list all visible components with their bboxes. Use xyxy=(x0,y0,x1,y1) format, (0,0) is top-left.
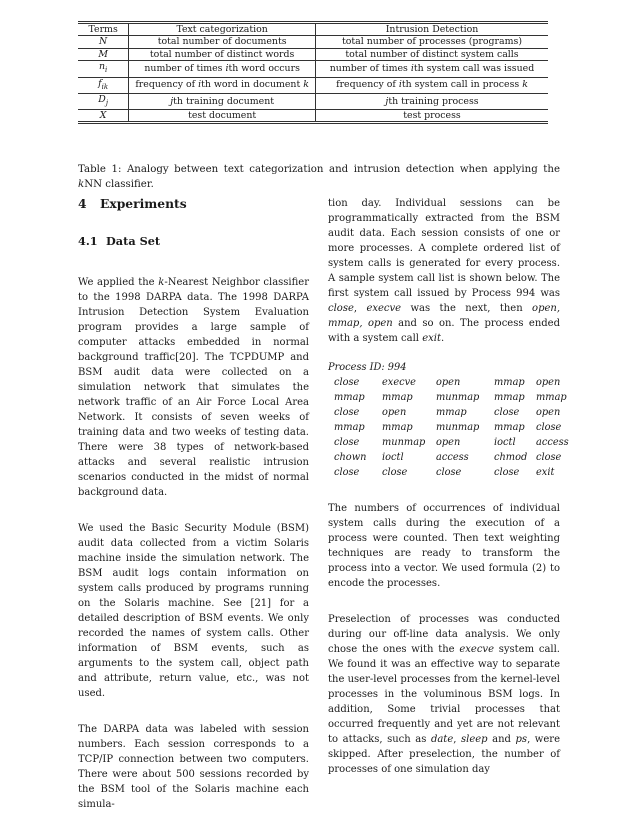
system-call: mmap xyxy=(494,422,525,433)
system-call: access xyxy=(536,437,569,448)
system-call: mmap xyxy=(334,422,365,433)
system-call: open xyxy=(536,377,561,388)
system-call: close xyxy=(494,467,520,478)
text-run: sleep xyxy=(461,734,488,745)
paragraph: The numbers of occurrences of individual system calls during the execution of a process were counted. Then text weighting techniques are ready to transform the process into a vector. We used formula (2) to encode the processes. xyxy=(328,503,560,589)
text-run: close xyxy=(328,303,354,314)
system-call: close xyxy=(382,467,408,478)
system-call: close xyxy=(334,437,360,448)
table-row xyxy=(78,93,548,109)
table-caption xyxy=(78,162,560,192)
paragraph: We applied the k-Nearest Neighbor classifier to the 1998 DARPA data. The 1998 DARPA Intrusion Detection System Evaluation program provides a large sample of computer attacks embedded in normal background traffic[20]. The TCPDUMP and BSM audit data were collected on a simulation network that simulates the network traffic of an Air Force Local Area Network. It consists of seven weeks of training data and two weeks of testing data. There were 38 types of network-based attacks and several realistic intrusion scenarios conducted in the midst of normal background data. xyxy=(78,277,310,498)
table-cell: N xyxy=(78,36,129,48)
table-cell: jth training process xyxy=(315,93,548,109)
system-call: open xyxy=(436,437,461,448)
system-call: mmap xyxy=(382,392,413,403)
table-cell: $D_j$ xyxy=(78,93,129,109)
system-call: execve xyxy=(382,377,416,388)
table-header-row xyxy=(78,23,548,36)
system-call: munmap xyxy=(436,392,480,403)
paragraph xyxy=(328,196,560,346)
text-run: Preselection of processes was conducted during our off-line data analysis. We only chose the ones with the xyxy=(328,614,560,655)
table-cell: number of times ith system call was issued xyxy=(315,61,548,77)
section-heading xyxy=(78,196,309,211)
process-title: Process ID: 994 xyxy=(328,362,407,373)
text-run: tion day. Individual sessions can be programmatically extracted from the BSM audit data. Each session consists of one or more processes. A complete ordered list of system calls is generated for every process. A sample system call list is shown below. The first system call issued by Process 994 was xyxy=(328,198,560,299)
text-run: , xyxy=(353,303,367,314)
table-cell: $f_{ik}$ xyxy=(78,77,129,93)
section-title: Experiments xyxy=(100,196,187,211)
system-call: mmap xyxy=(494,392,525,403)
system-call: mmap xyxy=(494,377,525,388)
analogy-table xyxy=(78,21,548,124)
subsection-title: Data Set xyxy=(106,234,161,248)
system-call: close xyxy=(334,407,360,418)
system-call: close xyxy=(536,422,562,433)
table-cell: total number of distinct words xyxy=(129,48,316,60)
table-cell: M xyxy=(78,48,129,60)
table-cell: total number of documents xyxy=(129,36,316,48)
system-call: access xyxy=(436,452,469,463)
system-call: ioctl xyxy=(494,437,516,448)
system-call: close xyxy=(494,407,520,418)
subsection-number: 4.1 xyxy=(78,234,98,248)
table-cell: total number of processes (programs) xyxy=(315,36,548,48)
process-listing xyxy=(328,360,569,480)
text-run: was the next, then xyxy=(401,303,533,314)
table-row xyxy=(78,36,548,48)
table-row xyxy=(78,48,548,60)
table-body xyxy=(78,36,548,123)
text-run: execve xyxy=(366,303,402,314)
text-run: ps xyxy=(515,734,528,745)
section-number: 4 xyxy=(78,196,87,211)
table-header: Text categorization xyxy=(129,23,316,36)
table-cell: total number of distinct system calls xyxy=(315,48,548,60)
system-call: mmap xyxy=(436,407,467,418)
table-cell: test process xyxy=(315,110,548,123)
system-call: mmap xyxy=(536,392,567,403)
system-call: open xyxy=(382,407,407,418)
text-run: and so on. The process ended with a system call xyxy=(328,318,560,344)
right-column xyxy=(328,196,569,777)
table-header: Terms xyxy=(78,23,129,36)
paragraph: We used the Basic Security Module (BSM) audit data collected from a victim Solaris machine inside the simulation network. The BSM audit logs contain information on system calls produced by programs running on the Solaris machine. See [21] for a detailed description of BSM events. We only recorded the names of system calls. Other information of BSM events, such as arguments to the system call, object path and attribute, return value, etc., was not used. xyxy=(78,523,309,699)
system-call: close xyxy=(334,467,360,478)
text-run: execve xyxy=(459,644,495,655)
system-call: close xyxy=(536,452,562,463)
caption-text: Table 1: Analogy between text categorization and intrusion detection when applying the kNN classifier. xyxy=(78,164,560,191)
text-run: , were skipped. After preselection, the number of processes of one simulation day xyxy=(328,734,560,775)
system-call: open xyxy=(536,407,561,418)
text-run: and xyxy=(487,734,516,745)
subsection-heading xyxy=(78,234,309,249)
table-cell: number of times ith word occurs xyxy=(129,61,316,77)
table-header: Intrusion Detection xyxy=(315,23,548,36)
system-call: close xyxy=(436,467,462,478)
table-cell: jth training document xyxy=(129,93,316,109)
table-row xyxy=(78,110,548,123)
paragraph xyxy=(328,612,560,777)
text-run: date xyxy=(430,734,454,745)
system-call: mmap xyxy=(382,422,413,433)
system-call: chown xyxy=(334,452,367,463)
table-cell: X xyxy=(78,110,129,123)
table-cell: frequency of ith system call in process k xyxy=(315,77,548,93)
text-run: . xyxy=(440,333,445,344)
text-run: open, mmap, open xyxy=(328,303,561,329)
paragraph: The DARPA data was labeled with session numbers. Each session corresponds to a TCP/IP connection between two computers. There were about 500 sessions recorded by the BSM tool of the Solaris machine each simula- xyxy=(78,724,309,810)
system-call: munmap xyxy=(436,422,480,433)
system-call: mmap xyxy=(334,392,365,403)
table-cell: frequency of ith word in document k xyxy=(129,77,316,93)
system-call: exit xyxy=(536,467,555,478)
table-row xyxy=(78,77,548,93)
system-call: open xyxy=(436,377,461,388)
system-call: close xyxy=(334,377,360,388)
left-column xyxy=(78,196,309,812)
system-call: chmod xyxy=(494,452,528,463)
system-call: ioctl xyxy=(382,452,404,463)
table-cell: $n_i$ xyxy=(78,61,129,77)
text-run: , xyxy=(453,734,461,745)
text-run: system call. We found it was an effective way to separate the user-level processes from the kernel-level processes in the voluminous BSM logs. In addition, Some trivial processes that occurred frequently and yet are not relevant to attacks, such as xyxy=(328,644,560,745)
text-run: exit xyxy=(422,333,441,344)
system-call: munmap xyxy=(382,437,426,448)
table-cell: test document xyxy=(129,110,316,123)
system-call-grid xyxy=(334,375,569,480)
table-row xyxy=(78,61,548,77)
